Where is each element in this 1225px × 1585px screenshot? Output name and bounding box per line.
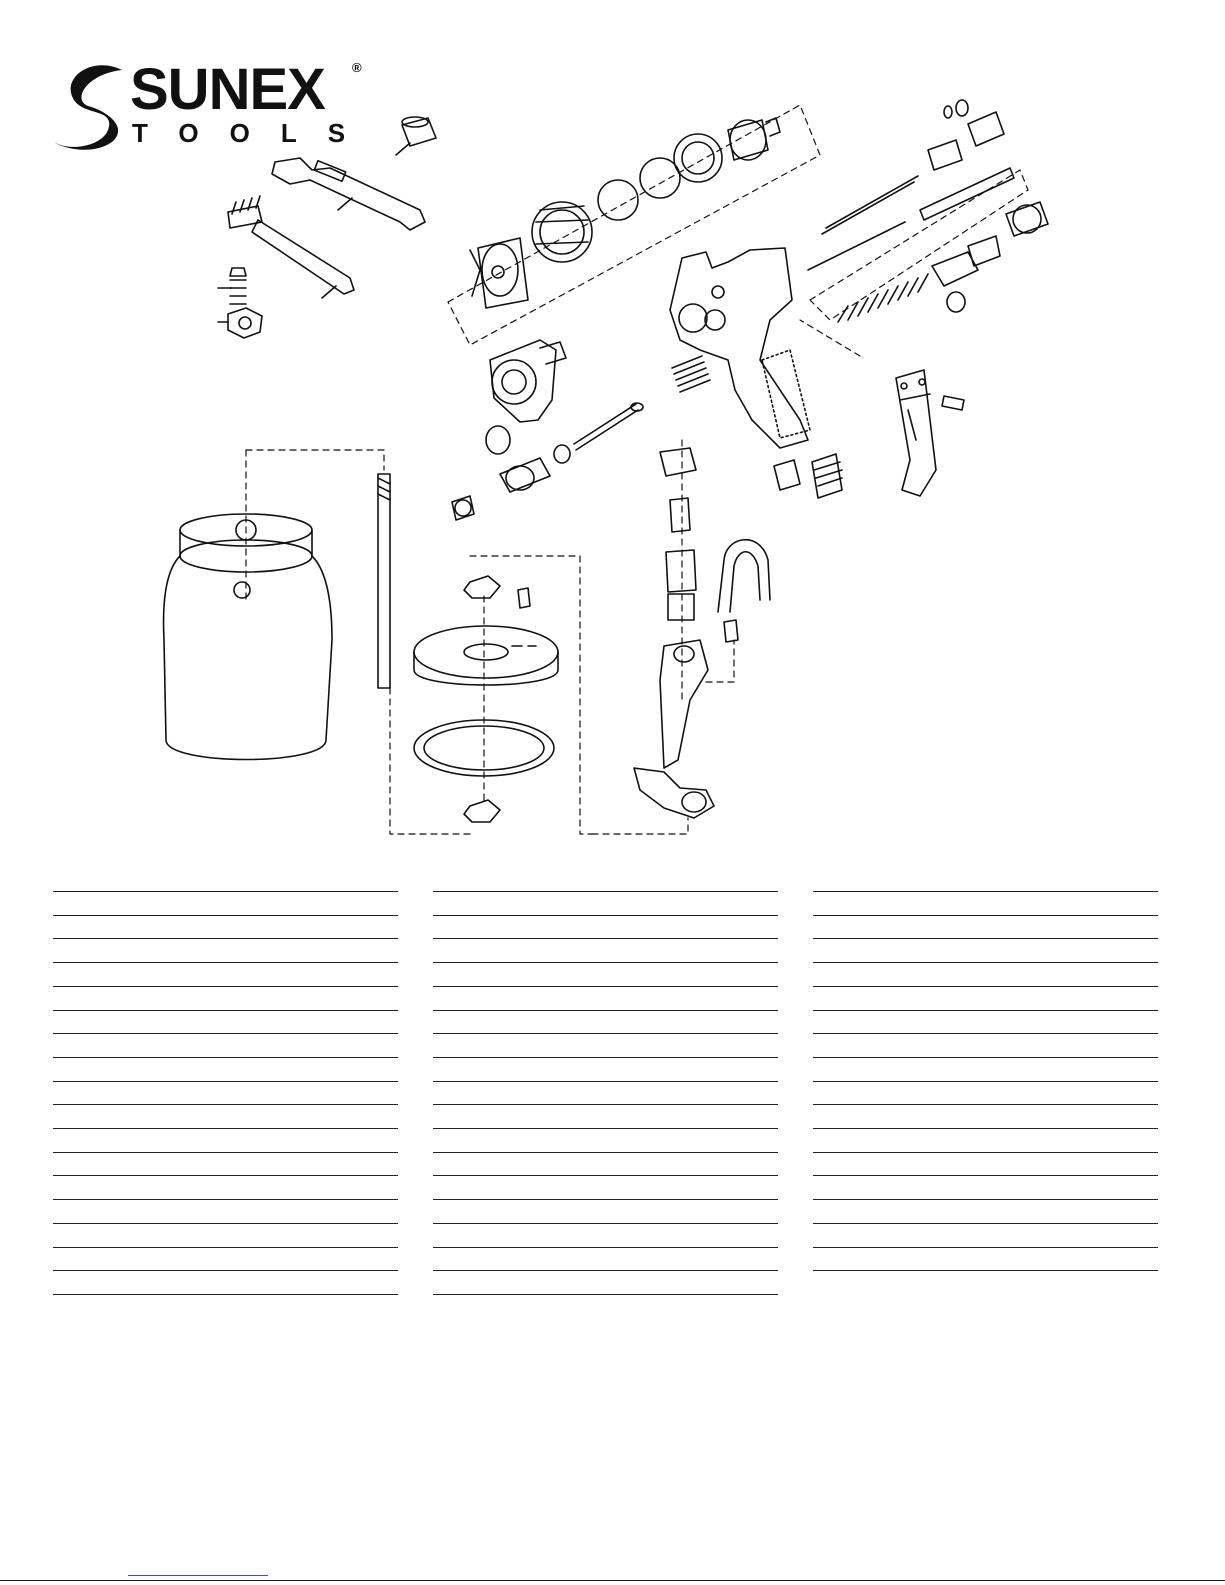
trigger-part — [896, 370, 936, 496]
table-row-line — [813, 962, 1158, 963]
table-row-line — [53, 1199, 398, 1200]
table-row-line — [53, 1152, 398, 1153]
cleaning-brush-part — [228, 196, 354, 298]
table-row-line — [433, 1010, 778, 1011]
footer-divider — [0, 1580, 1225, 1581]
table-row-line — [433, 1104, 778, 1105]
table-row-line — [53, 1057, 398, 1058]
table-row-line — [433, 1057, 778, 1058]
fluid-needle-part — [808, 176, 918, 270]
spray-gun-body-part — [670, 248, 810, 448]
paint-cup-part — [164, 514, 332, 760]
washer-part — [674, 134, 722, 182]
table-row-line — [433, 1152, 778, 1153]
table-row-line — [813, 1081, 1158, 1082]
seal-ring-part — [554, 445, 570, 463]
table-row-line — [433, 1081, 778, 1082]
cup-clamp-arm-part — [660, 640, 708, 768]
cup-stirrer-part — [378, 474, 390, 688]
table-row-line — [813, 1010, 1158, 1011]
table-row-line — [813, 1270, 1158, 1271]
air-check-valve-part — [218, 268, 246, 304]
table-row-line — [53, 1270, 398, 1271]
lid-nut-part — [464, 800, 500, 822]
lid-nut-part — [464, 576, 500, 598]
bushing-part — [396, 117, 436, 155]
table-row-line — [813, 1152, 1158, 1153]
seal-ring-part — [947, 292, 965, 312]
table-row-line — [433, 986, 778, 987]
table-row-line — [813, 1247, 1158, 1248]
table-row-line — [433, 1247, 778, 1248]
table-row-line — [433, 962, 778, 963]
table-row-line — [433, 1223, 778, 1224]
table-row-line — [53, 891, 398, 892]
drip-check-tube-part — [718, 540, 770, 642]
table-row-line — [53, 938, 398, 939]
table-row-line — [433, 915, 778, 916]
air-check-valve-part — [518, 588, 530, 608]
table-row-line — [813, 1104, 1158, 1105]
table-row-line — [433, 938, 778, 939]
needle-spring-part — [838, 274, 928, 322]
table-row-line — [53, 1104, 398, 1105]
table-row-line — [433, 1199, 778, 1200]
table-row-line — [53, 1247, 398, 1248]
retaining-ring-part — [532, 202, 592, 262]
table-row-line — [53, 1128, 398, 1129]
wrench-part — [272, 158, 425, 230]
cup-clamp-hook-part — [634, 768, 714, 818]
needle-spring-part — [672, 356, 710, 392]
seal-ring-part — [598, 180, 638, 220]
table-row-line — [53, 1175, 398, 1176]
table-row-line — [433, 1128, 778, 1129]
table-row-line — [813, 1223, 1158, 1224]
table-row-line — [433, 1270, 778, 1271]
table-row-line — [433, 1033, 778, 1034]
trigger-pin-part — [942, 396, 964, 410]
table-row-line — [813, 986, 1158, 987]
air-inlet-fitting-part — [774, 454, 842, 498]
spreader-valve-part — [490, 340, 566, 422]
table-row-line — [813, 938, 1158, 939]
brand-subtitle: TOOLS — [132, 118, 377, 148]
table-row-line — [813, 1128, 1158, 1129]
table-row-line — [433, 1294, 778, 1295]
hex-nut-part — [218, 308, 262, 338]
table-row-line — [53, 986, 398, 987]
table-row-line — [53, 1294, 398, 1295]
table-row-line — [433, 1175, 778, 1176]
table-row-line — [53, 1081, 398, 1082]
fluid-coupler-part — [660, 448, 696, 620]
air-valve-stem-part — [920, 168, 1014, 220]
registered-mark: ® — [352, 60, 362, 75]
table-row-line — [813, 1175, 1158, 1176]
table-row-line — [813, 1033, 1158, 1034]
air-valve-stem-part — [500, 458, 550, 492]
fluid-adjust-knob-part — [452, 496, 474, 520]
table-row-line — [53, 962, 398, 963]
fluid-nozzle-part — [728, 118, 780, 160]
table-row-line — [53, 1033, 398, 1034]
table-row-line — [813, 1057, 1158, 1058]
footer-link[interactable] — [128, 1575, 268, 1576]
cup-lid-part — [414, 626, 558, 685]
fluid-needle-part — [574, 403, 643, 450]
table-row-line — [53, 1010, 398, 1011]
table-row-line — [53, 915, 398, 916]
table-row-line — [813, 1199, 1158, 1200]
brand-name: SUNEX — [130, 57, 325, 122]
table-row-line — [433, 891, 778, 892]
table-row-line — [53, 1223, 398, 1224]
table-row-line — [813, 891, 1158, 892]
seal-ring-part — [486, 426, 510, 454]
spreader-valve-part — [928, 100, 1004, 170]
table-row-line — [813, 915, 1158, 916]
